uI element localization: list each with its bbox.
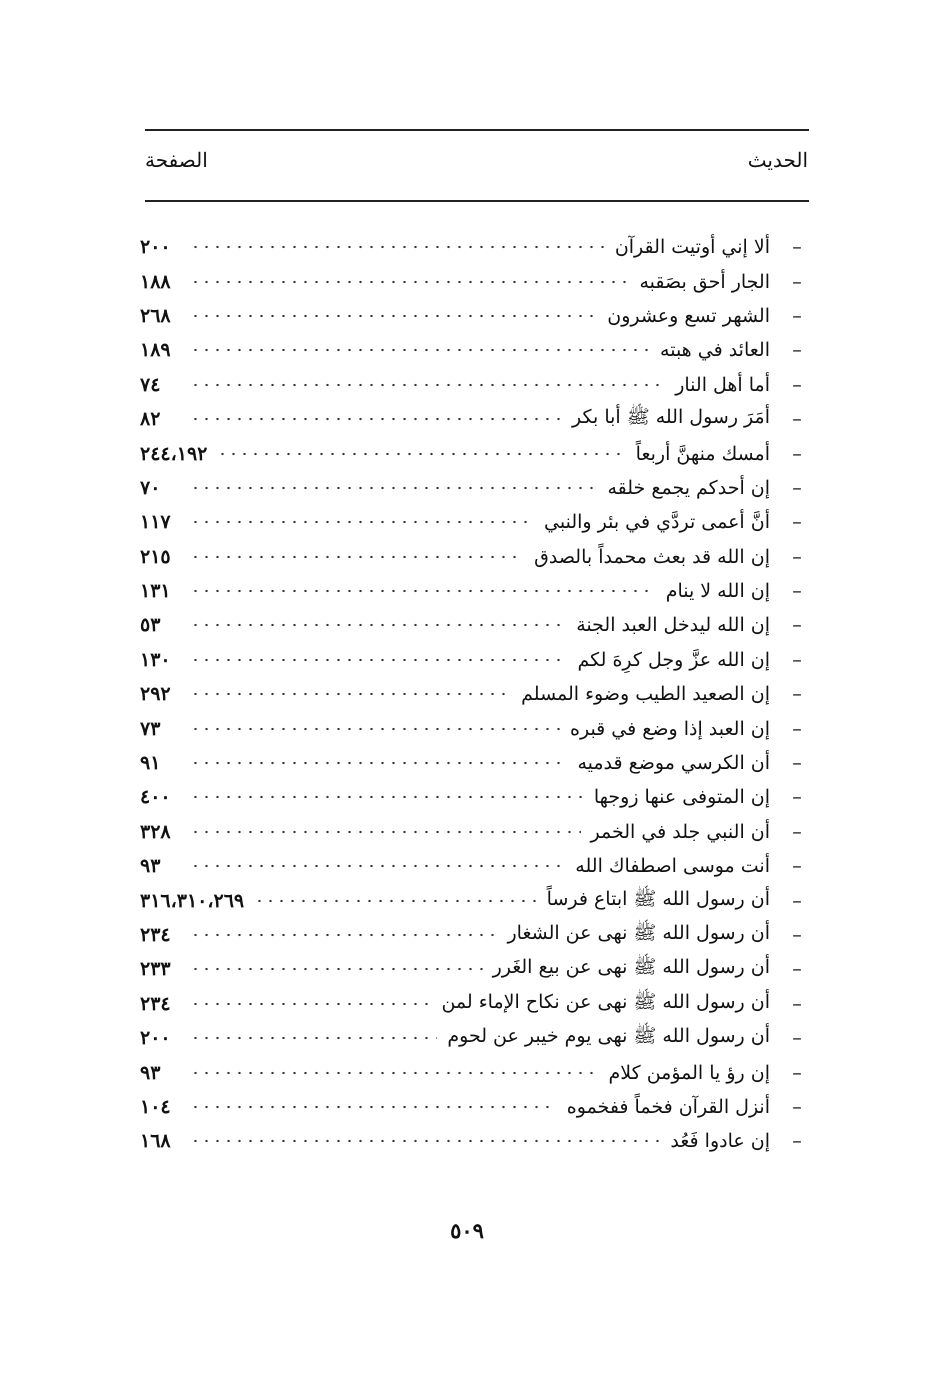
entry-page: ٢٤٤،١٩٢	[140, 442, 208, 465]
entry-dash: –	[792, 855, 802, 878]
entry-page: ٧٣	[140, 717, 161, 740]
entry-text: أن الكرسي موضع قدميه	[577, 752, 770, 775]
entry-text: أن رسول الله ﷺ نهى عن نكاح الإماء لمن	[441, 990, 770, 1013]
entry-dash: –	[792, 511, 802, 534]
column-header-page: الصفحة	[145, 148, 208, 172]
dot-leader	[190, 484, 597, 492]
entry-dash: –	[792, 476, 802, 499]
dot-leader	[254, 897, 537, 905]
dot-leader	[190, 759, 567, 767]
top-rule	[145, 129, 809, 131]
entry-page: ٢٦٨	[140, 304, 171, 327]
dot-leader	[190, 1103, 557, 1111]
index-entry	[140, 1124, 810, 1158]
entry-text: العائد في هبته	[660, 339, 770, 362]
entry-dash: –	[792, 270, 802, 293]
dot-leader	[190, 312, 597, 320]
index-entry	[140, 505, 810, 539]
dot-leader	[190, 1137, 660, 1145]
entry-page: ١١٧	[140, 511, 171, 534]
dot-leader	[190, 931, 497, 939]
entry-dash: –	[792, 236, 802, 259]
entry-dash: –	[792, 442, 802, 465]
entry-dash: –	[792, 614, 802, 637]
index-entry	[140, 471, 810, 505]
entry-text: إن عادوا فَعُد	[670, 1130, 770, 1153]
entry-text: إن الله ليدخل العبد الجنة	[576, 614, 770, 637]
entry-dash: –	[792, 408, 802, 431]
entry-text: الشهر تسع وعشرون	[607, 304, 770, 327]
entry-dash: –	[792, 1130, 802, 1153]
entry-page: ٤٠٠	[140, 786, 171, 809]
entry-page: ٧٤	[140, 373, 161, 396]
index-entry	[140, 643, 810, 677]
dot-leader	[190, 1034, 437, 1042]
index-entry	[140, 436, 810, 470]
entry-page: ١٠٤	[140, 1095, 171, 1118]
entry-dash: –	[792, 1027, 802, 1050]
entry-page: ١٣٠	[140, 648, 171, 671]
entry-text: أن رسول الله ﷺ ابتاع فرساً	[546, 887, 770, 910]
dot-leader	[190, 587, 656, 595]
entry-dash: –	[792, 545, 802, 568]
entry-page: ١٨٨	[140, 270, 171, 293]
entry-dash: –	[792, 924, 802, 946]
entry-text: أن رسول الله ﷺ نهى عن بيع الغَرر	[492, 956, 770, 979]
entry-text: إن الصعيد الطيب وضوء المسلم	[521, 683, 770, 706]
dot-leader	[190, 725, 560, 733]
entry-page: ٢٩٢	[140, 683, 171, 706]
dot-leader	[190, 1069, 599, 1077]
entry-page: ٢٣٣	[140, 958, 171, 981]
entry-text: أمسك منهنَّ أربعاً	[635, 442, 770, 465]
index-entry	[140, 849, 810, 883]
index-entry	[140, 230, 810, 264]
page-number: ٥٠٩	[450, 1218, 484, 1243]
entry-page: ١٣١	[140, 580, 171, 603]
entry-dash: –	[792, 958, 802, 981]
dot-leader	[190, 656, 567, 664]
entry-text: أمَرَ رسول الله ﷺ أبا بكر	[572, 406, 770, 429]
dot-leader	[190, 1000, 431, 1008]
entry-dash: –	[792, 580, 802, 603]
index-entry	[140, 1021, 810, 1055]
index-entry	[140, 540, 810, 574]
entry-text: أنت موسى اصطفاك الله	[575, 855, 770, 878]
entry-page: ١٦٨	[140, 1130, 171, 1153]
entry-text: إن الله قد بعث محمداً بالصدق	[534, 545, 770, 568]
entry-page: ٢٠٠	[140, 236, 171, 259]
header-rule	[145, 200, 809, 202]
dot-leader	[190, 381, 665, 389]
index-entry	[140, 402, 810, 436]
index-entry	[140, 780, 810, 814]
index-entry	[140, 746, 810, 780]
entry-dash: –	[792, 373, 802, 396]
entry-page: ٢٣٤	[140, 992, 171, 1015]
entry-dash: –	[792, 648, 802, 671]
entry-page: ٧٠	[140, 476, 161, 499]
dot-leader	[190, 965, 483, 973]
index-entry	[140, 264, 810, 298]
entry-text: أن رسول الله ﷺ نهى عن الشغار	[507, 922, 770, 944]
dot-leader	[190, 415, 562, 423]
entry-text: إن الله لا ينام	[665, 580, 770, 603]
entry-text: أنَّ أعمى تردَّي في بئر والنبي	[544, 511, 770, 534]
entry-dash: –	[792, 339, 802, 362]
entry-text: إن رؤ يا المؤمن كلام	[608, 1061, 770, 1084]
dot-leader	[190, 793, 584, 801]
entry-page: ٩٣	[140, 1061, 161, 1084]
entry-text: إن المتوفى عنها زوجها	[593, 786, 770, 809]
entry-text: أما أهل النار	[675, 373, 770, 396]
index-entry	[140, 987, 810, 1021]
entry-page: ٩٣	[140, 855, 161, 878]
hadith-index-list	[140, 230, 810, 1159]
index-entry	[140, 711, 810, 745]
entry-text: أن رسول الله ﷺ نهى يوم خيبر عن لحوم	[447, 1025, 770, 1048]
entry-dash: –	[792, 304, 802, 327]
entry-text: إن العبد إذا وضع في قبره	[570, 717, 770, 740]
entry-dash: –	[792, 820, 802, 843]
entry-text: أن النبي جلد في الخمر	[590, 820, 770, 843]
dot-leader	[190, 828, 581, 836]
entry-text: أنزل القرآن فخماً ففخموه	[566, 1095, 770, 1118]
entry-page: ٣١٦،٣١٠،٢٦٩	[140, 889, 245, 912]
entry-dash: –	[792, 786, 802, 809]
dot-leader	[190, 518, 534, 526]
dot-leader	[190, 690, 511, 698]
entry-page: ٣٢٨	[140, 820, 171, 843]
dot-leader	[190, 243, 605, 251]
entry-page: ٢٣٤	[140, 924, 171, 946]
index-entry	[140, 883, 810, 917]
entry-page: ٢١٥	[140, 545, 171, 568]
dot-leader	[190, 862, 565, 870]
index-entry	[140, 333, 810, 367]
entry-dash: –	[792, 1095, 802, 1118]
entry-text: ألا إني أوتيت القرآن	[614, 236, 770, 259]
entry-page: ٨٢	[140, 408, 161, 431]
index-entry	[140, 1055, 810, 1089]
index-entry	[140, 918, 810, 952]
index-entry	[140, 677, 810, 711]
index-entry	[140, 608, 810, 642]
entry-dash: –	[792, 889, 802, 912]
index-entry	[140, 299, 810, 333]
index-entry	[140, 1090, 810, 1124]
index-entry	[140, 815, 810, 849]
dot-leader	[190, 346, 650, 354]
entry-page: ٢٠٠	[140, 1027, 171, 1050]
dot-leader	[190, 553, 524, 561]
entry-dash: –	[792, 992, 802, 1015]
entry-dash: –	[792, 717, 802, 740]
dot-leader	[190, 621, 566, 629]
index-entry	[140, 952, 810, 986]
entry-text: الجار أحق بصَقبه	[639, 270, 770, 293]
entry-page: ١٨٩	[140, 339, 171, 362]
entry-page: ٥٣	[140, 614, 161, 637]
dot-leader	[217, 450, 625, 458]
entry-text: إن الله عزَّ وجل كرِهَ لكم	[577, 648, 770, 671]
dot-leader	[190, 278, 629, 286]
column-header-hadith: الحديث	[747, 148, 808, 172]
index-entry	[140, 368, 810, 402]
entry-dash: –	[792, 1061, 802, 1084]
entry-page: ٩١	[140, 752, 161, 775]
entry-dash: –	[792, 683, 802, 706]
entry-text: إن أحدكم يجمع خلقه	[607, 476, 770, 499]
index-entry	[140, 574, 810, 608]
entry-dash: –	[792, 752, 802, 775]
